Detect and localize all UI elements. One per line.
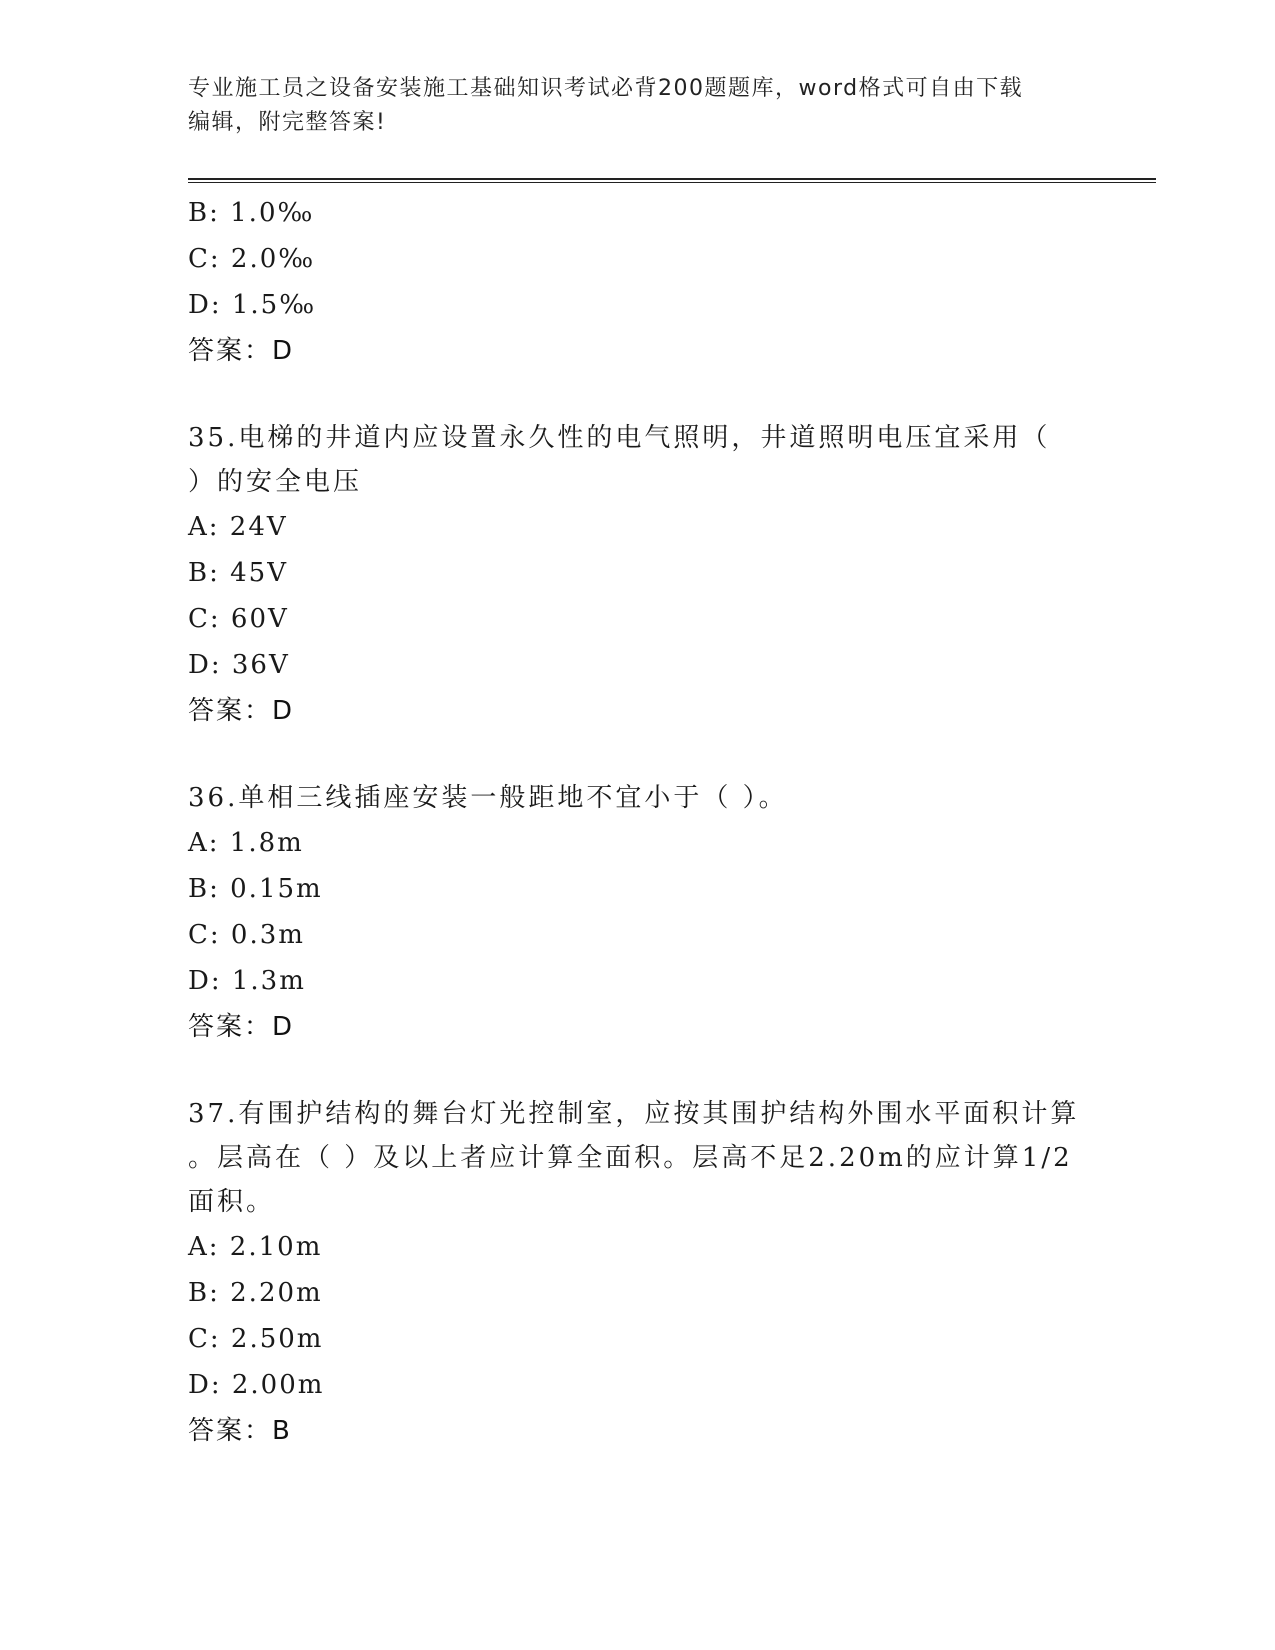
question-text-line: 面积。 [188,1187,276,1217]
option-a: A: 1.8m [188,828,304,858]
header-line-2: 编辑，附完整答案! [188,110,387,135]
answer-line: 答案：D [188,696,295,726]
option-d: D: 1.5‰ [188,290,317,320]
question-text [188,776,1088,820]
option-d: D: 2.00m [188,1370,325,1400]
question-36 [188,776,1088,1050]
option-d: D: 36V [188,650,290,680]
question-text-line: 35.电梯的井道内应设置永久性的电气照明，井道照明电压宜采用（ [188,423,1051,453]
option-c: C: 60V [188,604,289,634]
answer-line: 答案：D [188,1012,295,1042]
question-text-line: 。层高在（ ）及以上者应计算全面积。层高不足2.20m的应计算1/2 [188,1143,1073,1173]
answer-line: 答案：B [188,1416,292,1446]
option-d: D: 1.3m [188,966,306,996]
option-a: A: 2.10m [188,1232,323,1262]
question-text-line: 36.单相三线插座安装一般距地不宜小于（ ）。 [188,783,788,813]
question-text [188,416,1088,504]
header-divider [188,178,1156,183]
header-line-1: 专业施工员之设备安装施工基础知识考试必背200题题库，word格式可自由下载 [188,76,1024,101]
option-b: B: 1.0‰ [188,198,315,228]
option-b: B: 2.20m [188,1278,323,1308]
option-c: C: 0.3m [188,920,305,950]
option-c: C: 2.0‰ [188,244,316,274]
question-35 [188,416,1088,734]
option-a: A: 24V [188,512,288,542]
option-c: C: 2.50m [188,1324,324,1354]
document-header [188,72,1088,140]
question-text-line: ）的安全电压 [188,467,363,497]
question-text [188,1092,1088,1224]
option-b: B: 0.15m [188,874,323,904]
question-37 [188,1092,1088,1454]
question-34-continued [188,190,1088,374]
option-b: B: 45V [188,558,288,588]
answer-line: 答案：D [188,336,295,366]
question-text-line: 37.有围护结构的舞台灯光控制室，应按其围护结构外围水平面积计算 [188,1099,1080,1129]
document-content [188,190,1088,1454]
